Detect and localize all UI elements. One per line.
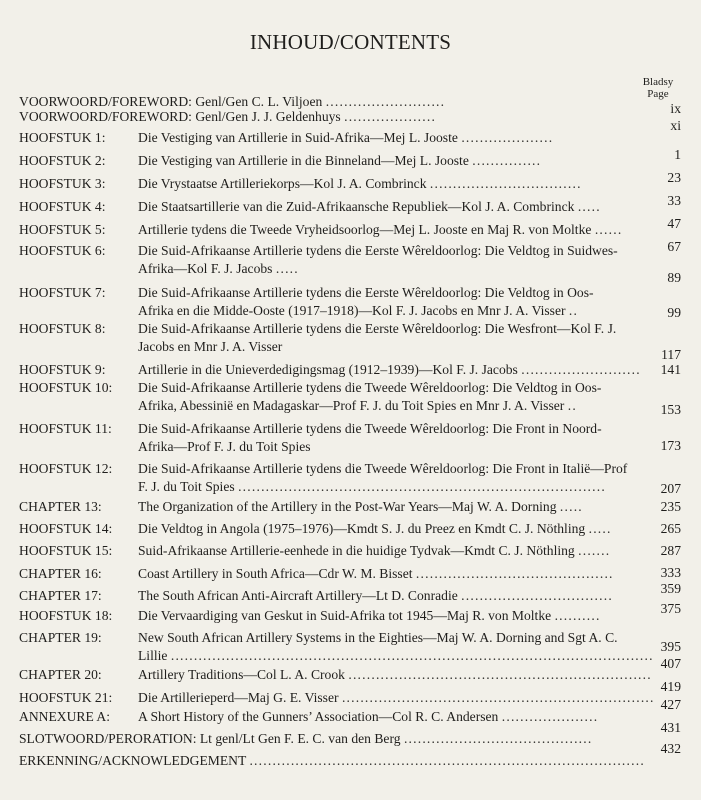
toc-entry-page: 407 (660, 656, 681, 671)
toc-entry-page: 67 (667, 239, 681, 254)
toc-entry-page: 235 (660, 499, 681, 514)
toc-entry-label: HOOFSTUK 1: (19, 130, 106, 145)
toc-entry-page: 47 (667, 216, 681, 231)
toc-entry-page: 265 (660, 521, 681, 536)
toc-entry-title-continued: F. J. du Toit Spies ................................................................................ (138, 479, 606, 494)
toc-entry-label: HOOFSTUK 2: (19, 153, 106, 168)
toc-entry-label: HOOFSTUK 6: (19, 243, 106, 258)
toc-entry-title: VOORWOORD/FOREWORD: Genl/Gen C. L. Viljoen .......................... (19, 94, 446, 109)
toc-entry-title: Artillerie in die Unieverdedigingsmag (1912–1939)—Kol F. J. Jacobs .......................... (138, 362, 641, 377)
toc-entry-title: Die Veldtog in Angola (1975–1976)—Kmdt S. J. du Preez en Kmdt C. J. Nöthling ..... (138, 521, 612, 536)
toc-entry-title: Die Staatsartillerie van die Zuid-Afrikaansche Republiek—Kol J. A. Combrinck ..... (138, 199, 601, 214)
toc-entry-page: 33 (667, 193, 681, 208)
toc-entry-page: 207 (660, 481, 681, 496)
toc-entry-page: 173 (660, 438, 681, 453)
toc-entry-title: Die Vestiging van Artillerie in Suid-Afrika—Mej L. Jooste .................... (138, 130, 554, 145)
toc-entry-title: Die Suid-Afrikaanse Artillerie tydens die Tweede Wêreldoorlog: Die Front in Noord- (138, 421, 602, 436)
toc-entry-page: xi (670, 118, 681, 133)
toc-entry-title: Die Suid-Afrikaanse Artillerie tydens die Tweede Wêreldoorlog: Die Front in Italië—Prof (138, 461, 628, 476)
toc-entry-title-continued: Afrika, Abessinië en Madagaskar—Prof F. J. du Toit Spies en Mnr J. A. Visser .. (138, 398, 577, 413)
toc-entry-page: 1 (674, 147, 681, 162)
toc-entry-label: ANNEXURE A: (19, 709, 111, 724)
toc-entry-page: 153 (660, 402, 681, 417)
toc-entry-title-continued: Afrika—Prof F. J. du Toit Spies (138, 439, 311, 454)
toc-entry-title: Artillery Traditions—Col L. A. Crook .................................................................. (138, 667, 652, 682)
toc-entry-page: 333 (660, 565, 681, 580)
toc-entry-label: CHAPTER 20: (19, 667, 102, 682)
toc-entry-label: CHAPTER 17: (19, 588, 102, 603)
toc-entry-label: HOOFSTUK 7: (19, 285, 106, 300)
toc-entry-label: HOOFSTUK 11: (19, 421, 112, 436)
toc-entry-page: 431 (660, 720, 681, 735)
toc-entry-title: Die Suid-Afrikaanse Artillerie tydens die Eerste Wêreldoorlog: Die Veldtog in Oos- (138, 285, 594, 300)
toc-entry-title: New South African Artillery Systems in the Eighties—Maj W. A. Dorning and Sgt A. C. (138, 630, 618, 645)
toc-entry-label: HOOFSTUK 14: (19, 521, 113, 536)
toc-entry-page: 23 (667, 170, 681, 185)
toc-entry-page: 375 (660, 601, 681, 616)
toc-entry-label: CHAPTER 16: (19, 566, 102, 581)
toc-entry-label: HOOFSTUK 21: (19, 690, 113, 705)
toc-entry-title: SLOTWOORD/PERORATION: Lt genl/Lt Gen F. E. C. van den Berg ......................................... (19, 731, 593, 746)
toc-entry-page: 359 (660, 581, 681, 596)
toc-entry-title: The Organization of the Artillery in the Post-War Years—Maj W. A. Dorning ..... (138, 499, 583, 514)
toc-entry-label: HOOFSTUK 9: (19, 362, 106, 377)
toc-entry-title-continued: Lillie ......................................................................................................... (138, 648, 654, 663)
toc-entry-page: 89 (667, 270, 681, 285)
toc-entry-page: 141 (660, 362, 681, 377)
toc-entry-page: 395 (660, 639, 681, 654)
page-column-header-afrikaans: Bladsy (642, 76, 674, 88)
toc-entry-title: VOORWOORD/FOREWORD: Genl/Gen J. J. Geldenhuys .................... (19, 109, 437, 124)
page-title: INHOUD/CONTENTS (249, 30, 452, 54)
toc-entry-label: CHAPTER 13: (19, 499, 102, 514)
page-column-header (633, 76, 683, 100)
toc-entry-title: Die Vrystaatse Artilleriekorps—Kol J. A. Combrinck ................................. (138, 176, 582, 191)
toc-entry-title: Die Vervaardiging van Geskut in Suid-Afrika tot 1945—Maj R. von Moltke .......... (138, 608, 601, 623)
toc-entry-title: Die Artillerieperd—Maj G. E. Visser .................................................................... (138, 690, 655, 705)
toc-entry-page: 427 (660, 697, 681, 712)
toc-entry-label: HOOFSTUK 4: (19, 199, 106, 214)
toc-entry-page: 287 (660, 543, 681, 558)
toc-entry-label: HOOFSTUK 12: (19, 461, 113, 476)
toc-entry-page: 117 (661, 347, 681, 362)
page-column-header-english: Page (647, 88, 669, 100)
toc-entry-label: HOOFSTUK 18: (19, 608, 113, 623)
toc-entry-title: A Short History of the Gunners’ Association—Col R. C. Andersen ..................... (138, 709, 599, 724)
toc-entry-page: 419 (660, 679, 681, 694)
toc-entry-label: CHAPTER 19: (19, 630, 102, 645)
toc-entry-label: HOOFSTUK 15: (19, 543, 113, 558)
toc-entry-title: ERKENNING/ACKNOWLEDGEMENT ...................................................................................... (19, 753, 645, 768)
toc-entry-title: Suid-Afrikaanse Artillerie-eenhede in die huidige Tydvak—Kmdt C. J. Nöthling ....... (138, 543, 611, 558)
toc-entry-label: HOOFSTUK 8: (19, 321, 106, 336)
toc-entry-title: Die Vestiging van Artillerie in die Binneland—Mej L. Jooste ............... (138, 153, 542, 168)
toc-entry-label: HOOFSTUK 10: (19, 380, 113, 395)
toc-entry-title-continued: Jacobs en Mnr J. A. Visser (138, 339, 283, 354)
toc-entry-title: Die Suid-Afrikaanse Artillerie tydens die Eerste Wêreldoorlog: Die Wesfront—Kol F. J. (138, 321, 617, 336)
toc-entry-title: The South African Anti-Aircraft Artillery—Lt D. Conradie ................................. (138, 588, 613, 603)
toc-entry-page: 432 (660, 741, 681, 756)
toc-entry-page: ix (670, 101, 681, 116)
toc-entry-label: HOOFSTUK 5: (19, 222, 106, 237)
toc-entry-label: HOOFSTUK 3: (19, 176, 106, 191)
toc-entry-page: 99 (667, 305, 681, 320)
toc-entry-title: Artillerie tydens die Tweede Vryheidsoorlog—Mej L. Jooste en Maj R. von Moltke ...... (138, 222, 623, 237)
toc-entry-title-continued: Afrika—Kol F. J. Jacobs ..... (138, 261, 299, 276)
toc-entry-title: Coast Artillery in South Africa—Cdr W. M. Bisset ........................................... (138, 566, 614, 581)
toc-entry-title-continued: Afrika en die Midde-Ooste (1917–1918)—Kol F. J. Jacobs en Mnr J. A. Visser .. (138, 303, 579, 318)
toc-entry-title: Die Suid-Afrikaanse Artillerie tydens die Eerste Wêreldoorlog: Die Veldtog in Suidwes- (138, 243, 618, 258)
toc-entry-title: Die Suid-Afrikaanse Artillerie tydens die Tweede Wêreldoorlog: Die Veldtog in Oos- (138, 380, 602, 395)
